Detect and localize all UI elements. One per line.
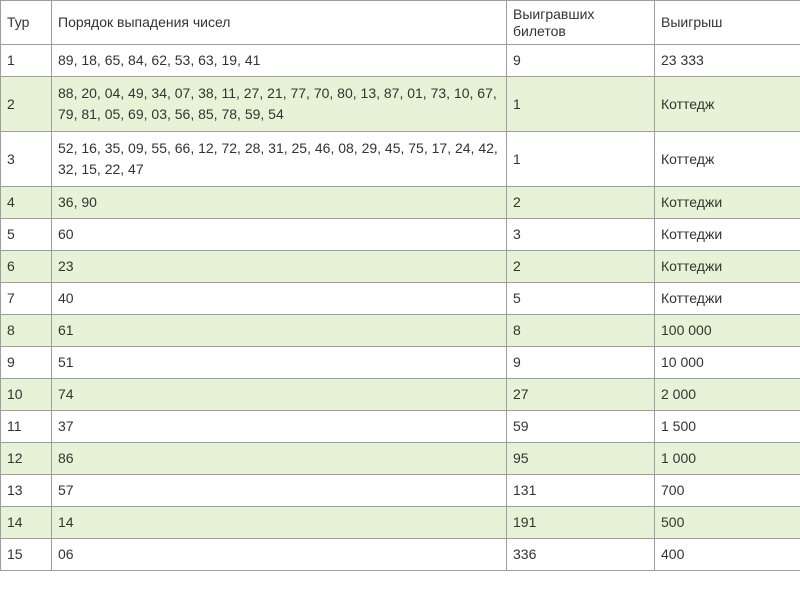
cell-numbers: 57 <box>52 475 507 507</box>
cell-numbers: 36, 90 <box>52 187 507 219</box>
table-row <box>1 443 800 475</box>
table-row <box>1 539 800 571</box>
cell-tickets: 9 <box>507 45 655 77</box>
cell-prize: 1 000 <box>655 443 800 475</box>
table-row <box>1 77 800 132</box>
cell-tickets: 3 <box>507 219 655 251</box>
cell-tickets: 1 <box>507 77 655 132</box>
cell-numbers: 60 <box>52 219 507 251</box>
cell-tour: 11 <box>1 411 52 443</box>
cell-tour: 15 <box>1 539 52 571</box>
cell-numbers: 88, 20, 04, 49, 34, 07, 38, 11, 27, 21, 77, 70, 80, 13, 87, 01, 73, 10, 67, 79, 81, 05, 69, 03, 56, 85, 78, 59, 54 <box>52 77 507 132</box>
cell-numbers: 86 <box>52 443 507 475</box>
cell-tickets: 9 <box>507 347 655 379</box>
cell-tour: 13 <box>1 475 52 507</box>
cell-tour: 14 <box>1 507 52 539</box>
header-numbers: Порядок выпадения чисел <box>52 1 507 45</box>
cell-numbers: 89, 18, 65, 84, 62, 53, 63, 19, 41 <box>52 45 507 77</box>
table-row <box>1 219 800 251</box>
table-row <box>1 315 800 347</box>
header-prize: Выигрыш <box>655 1 800 45</box>
cell-tickets: 336 <box>507 539 655 571</box>
cell-tour: 7 <box>1 283 52 315</box>
cell-tickets: 59 <box>507 411 655 443</box>
cell-tickets: 191 <box>507 507 655 539</box>
cell-numbers: 23 <box>52 251 507 283</box>
cell-tickets: 95 <box>507 443 655 475</box>
cell-tickets: 2 <box>507 187 655 219</box>
cell-tickets: 1 <box>507 132 655 187</box>
table-row <box>1 507 800 539</box>
cell-tickets: 27 <box>507 379 655 411</box>
cell-prize: 400 <box>655 539 800 571</box>
cell-numbers: 52, 16, 35, 09, 55, 66, 12, 72, 28, 31, 25, 46, 08, 29, 45, 75, 17, 24, 42, 32, 15, 22, 47 <box>52 132 507 187</box>
table-row <box>1 347 800 379</box>
cell-prize: 700 <box>655 475 800 507</box>
cell-tour: 4 <box>1 187 52 219</box>
cell-prize: 23 333 <box>655 45 800 77</box>
cell-numbers: 51 <box>52 347 507 379</box>
cell-prize: Коттеджи <box>655 219 800 251</box>
header-tour: Тур <box>1 1 52 45</box>
table-row <box>1 283 800 315</box>
cell-tour: 6 <box>1 251 52 283</box>
cell-prize: Коттедж <box>655 77 800 132</box>
table-row <box>1 45 800 77</box>
cell-prize: 500 <box>655 507 800 539</box>
cell-numbers: 61 <box>52 315 507 347</box>
cell-tour: 1 <box>1 45 52 77</box>
table-row <box>1 187 800 219</box>
cell-tour: 8 <box>1 315 52 347</box>
cell-numbers: 06 <box>52 539 507 571</box>
cell-tour: 12 <box>1 443 52 475</box>
cell-tour: 10 <box>1 379 52 411</box>
cell-tour: 2 <box>1 77 52 132</box>
cell-tour: 3 <box>1 132 52 187</box>
cell-prize: 1 500 <box>655 411 800 443</box>
table-row <box>1 411 800 443</box>
cell-prize: 2 000 <box>655 379 800 411</box>
cell-numbers: 14 <box>52 507 507 539</box>
cell-prize: 100 000 <box>655 315 800 347</box>
cell-tickets: 5 <box>507 283 655 315</box>
cell-numbers: 74 <box>52 379 507 411</box>
cell-tour: 9 <box>1 347 52 379</box>
cell-numbers: 40 <box>52 283 507 315</box>
cell-tickets: 131 <box>507 475 655 507</box>
cell-tickets: 2 <box>507 251 655 283</box>
cell-numbers: 37 <box>52 411 507 443</box>
table-row <box>1 475 800 507</box>
cell-prize: Коттеджи <box>655 251 800 283</box>
cell-prize: Коттеджи <box>655 187 800 219</box>
table-row <box>1 251 800 283</box>
cell-prize: 10 000 <box>655 347 800 379</box>
cell-prize: Коттедж <box>655 132 800 187</box>
cell-prize: Коттеджи <box>655 283 800 315</box>
table-row <box>1 132 800 187</box>
cell-tour: 5 <box>1 219 52 251</box>
table-header-row <box>1 1 800 45</box>
header-winning-tickets: Выигравших билетов <box>507 1 655 45</box>
cell-tickets: 8 <box>507 315 655 347</box>
table-row <box>1 379 800 411</box>
